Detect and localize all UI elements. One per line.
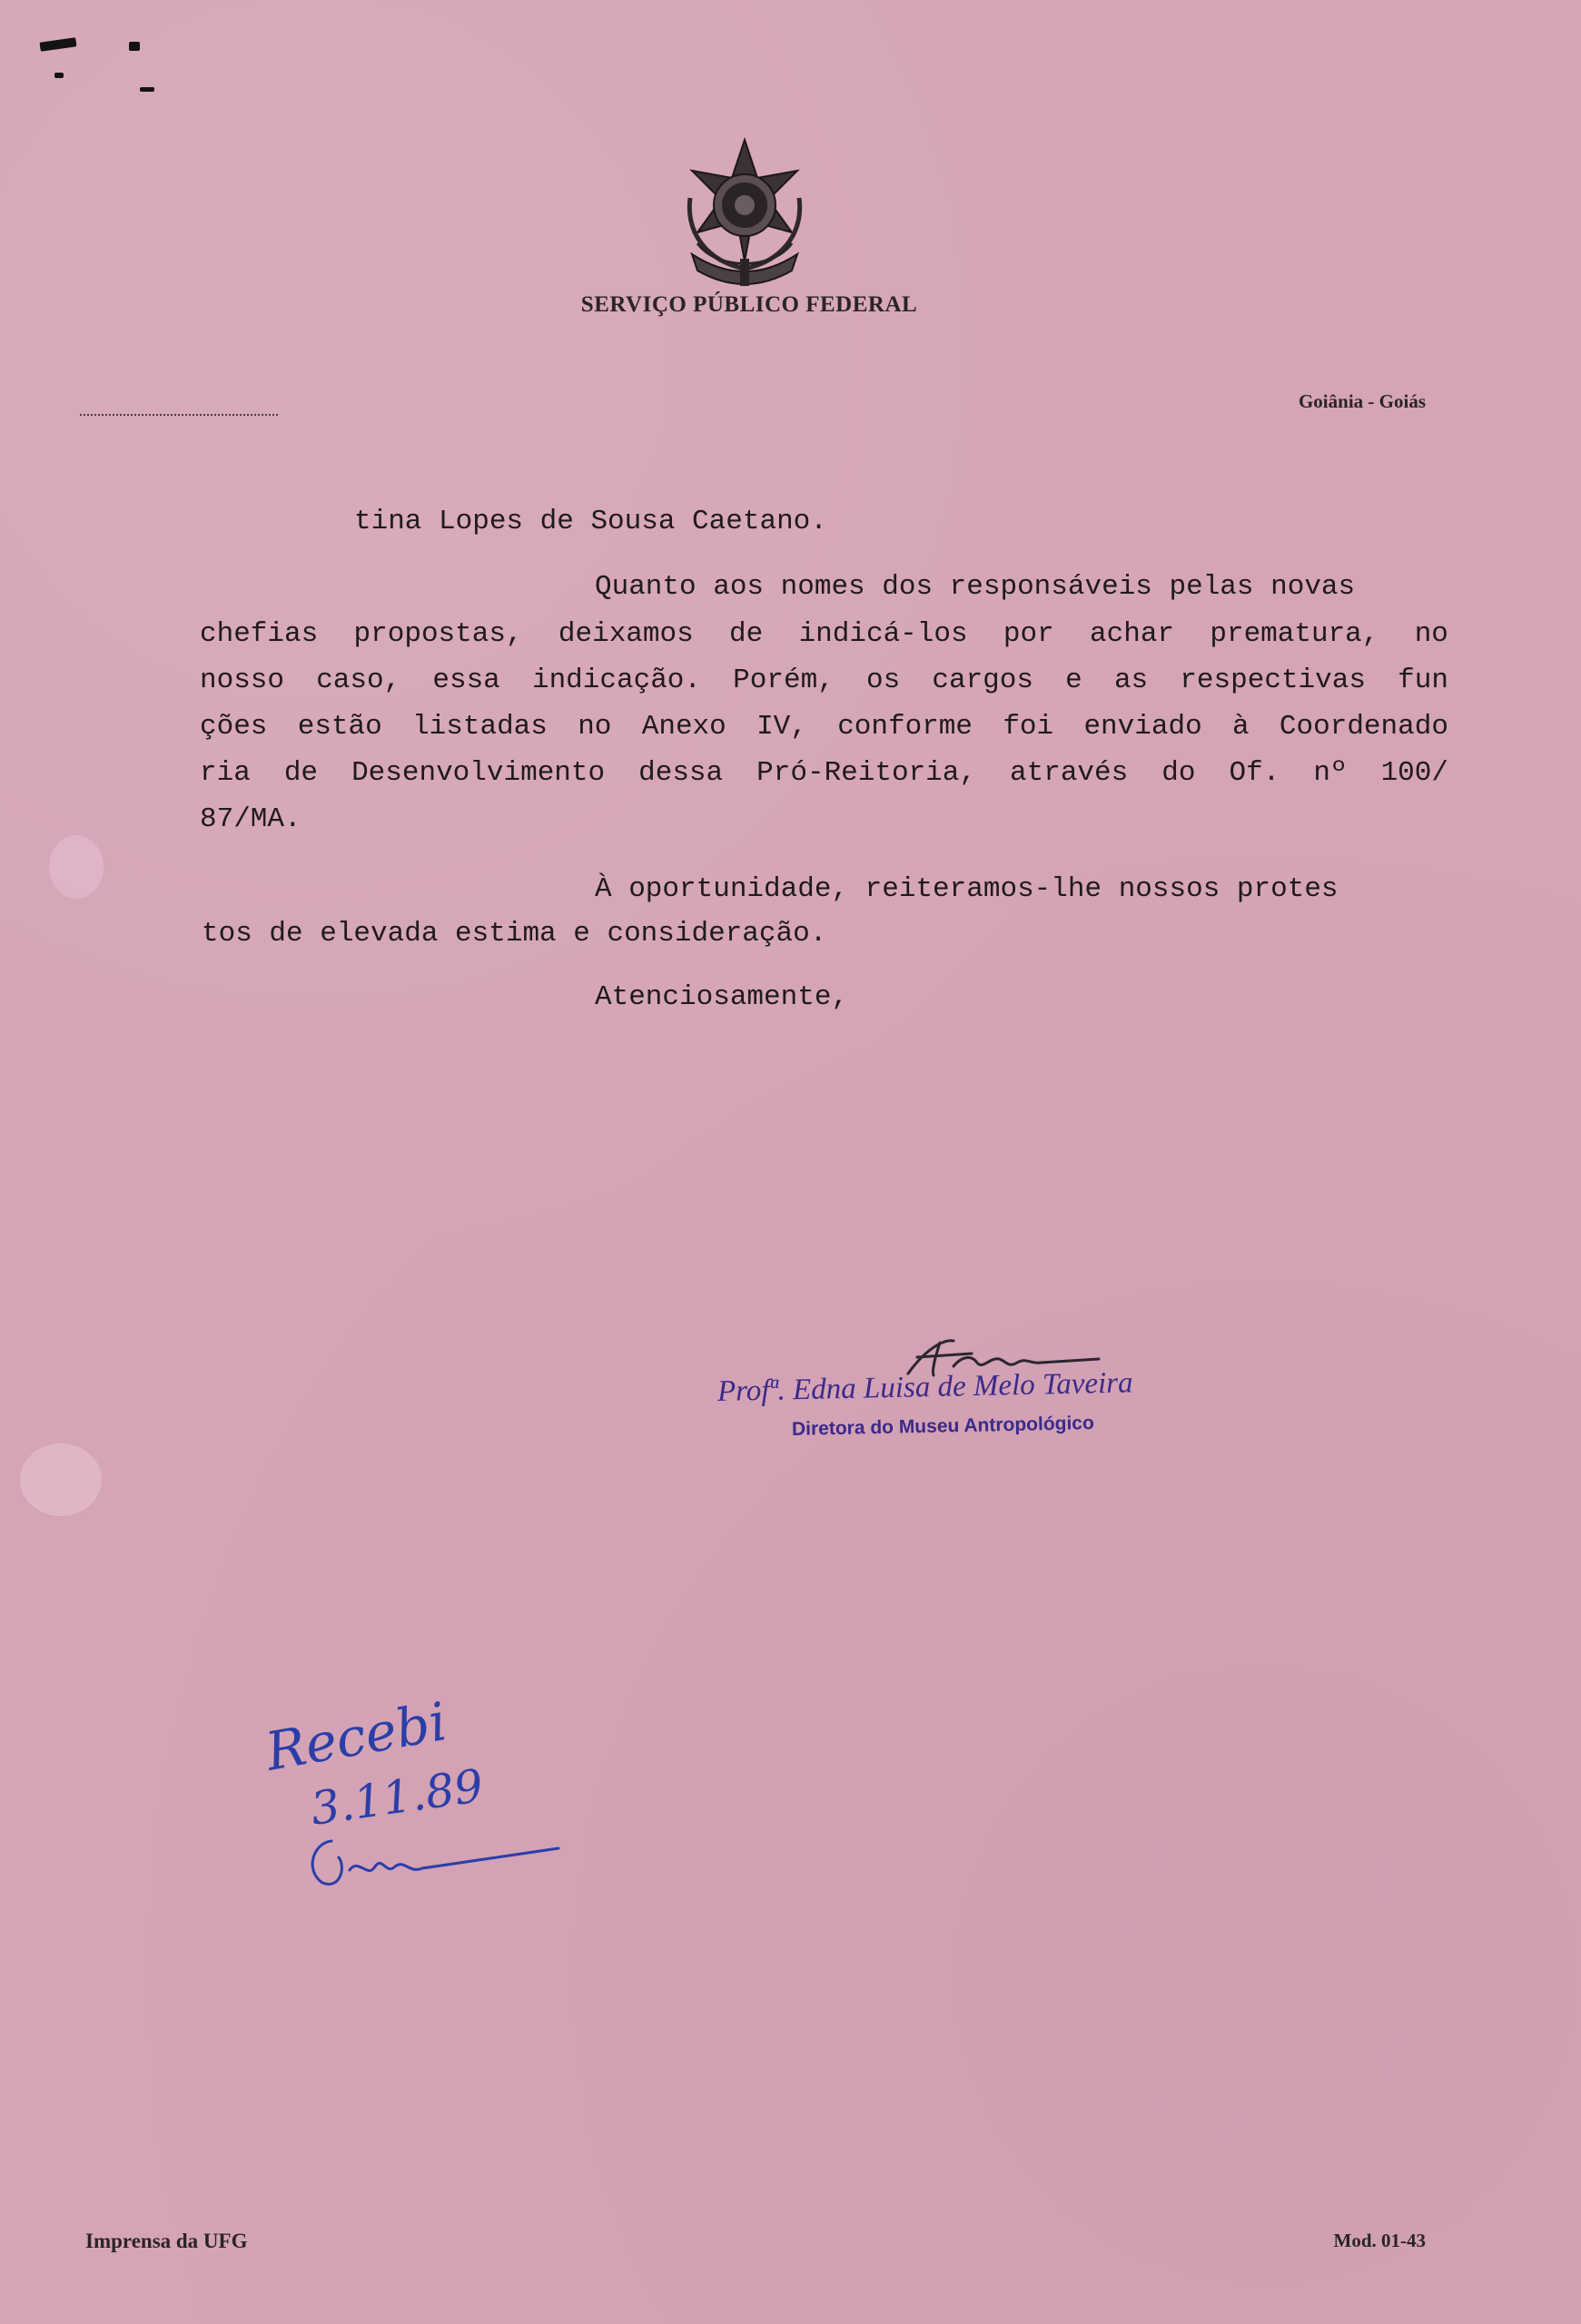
paragraph-1-line-4: ções estão listadas no Anexo IV, conforme foi enviado à Coordenado — [200, 711, 1448, 743]
paragraph-2-line-1: À oportunidade, reiteramos-lhe nossos protes — [595, 873, 1339, 905]
printer-credit: Imprensa da UFG — [85, 2230, 248, 2252]
ink-speck — [129, 42, 140, 51]
paper-blot — [20, 1443, 102, 1516]
brasil-coat-of-arms-icon — [672, 134, 817, 289]
ink-speck — [54, 73, 64, 78]
signatory-name-stamp: Profª. Edna Luisa de Melo Taveira — [716, 1366, 1133, 1408]
ink-speck — [140, 87, 154, 92]
paragraph-1-line-6: 87/MA. — [200, 803, 301, 835]
closing-salutation: Atenciosamente, — [595, 981, 849, 1013]
paragraph-1-line-3: nosso caso, essa indicação. Porém, os cargos e as respectivas fun — [200, 665, 1448, 696]
paragraph-1-line-1: Quanto aos nomes dos responsáveis pelas novas — [595, 571, 1356, 603]
letterhead-title: SERVIÇO PÚBLICO FEDERAL — [580, 292, 918, 317]
handwritten-receipt-note — [259, 1689, 568, 1897]
paper-blot — [49, 835, 104, 899]
letterhead-place: Goiânia - Goiás — [1298, 390, 1426, 412]
opening-fragment: tina Lopes de Sousa Caetano. — [354, 506, 827, 537]
paragraph-1-line-5: ria de Desenvolvimento dessa Pró-Reitoria, através do Of. nº 100/ — [200, 757, 1448, 789]
paragraph-1-line-2: chefias propostas, deixamos de indicá-los por achar prematura, no — [200, 618, 1448, 650]
signatory-role-stamp: Diretora do Museu Antropológico — [791, 1413, 1095, 1440]
paragraph-1-body — [200, 611, 1448, 842]
receipt-line-1: Recebi — [261, 1690, 451, 1783]
form-code: Mod. 01-43 — [1333, 2230, 1426, 2251]
receipt-line-2: 3.11.89 — [307, 1758, 487, 1836]
dotted-reference-line — [80, 414, 278, 416]
paragraph-2-line-2: tos de elevada estima e consideração. — [202, 918, 827, 950]
ink-speck — [39, 37, 76, 51]
